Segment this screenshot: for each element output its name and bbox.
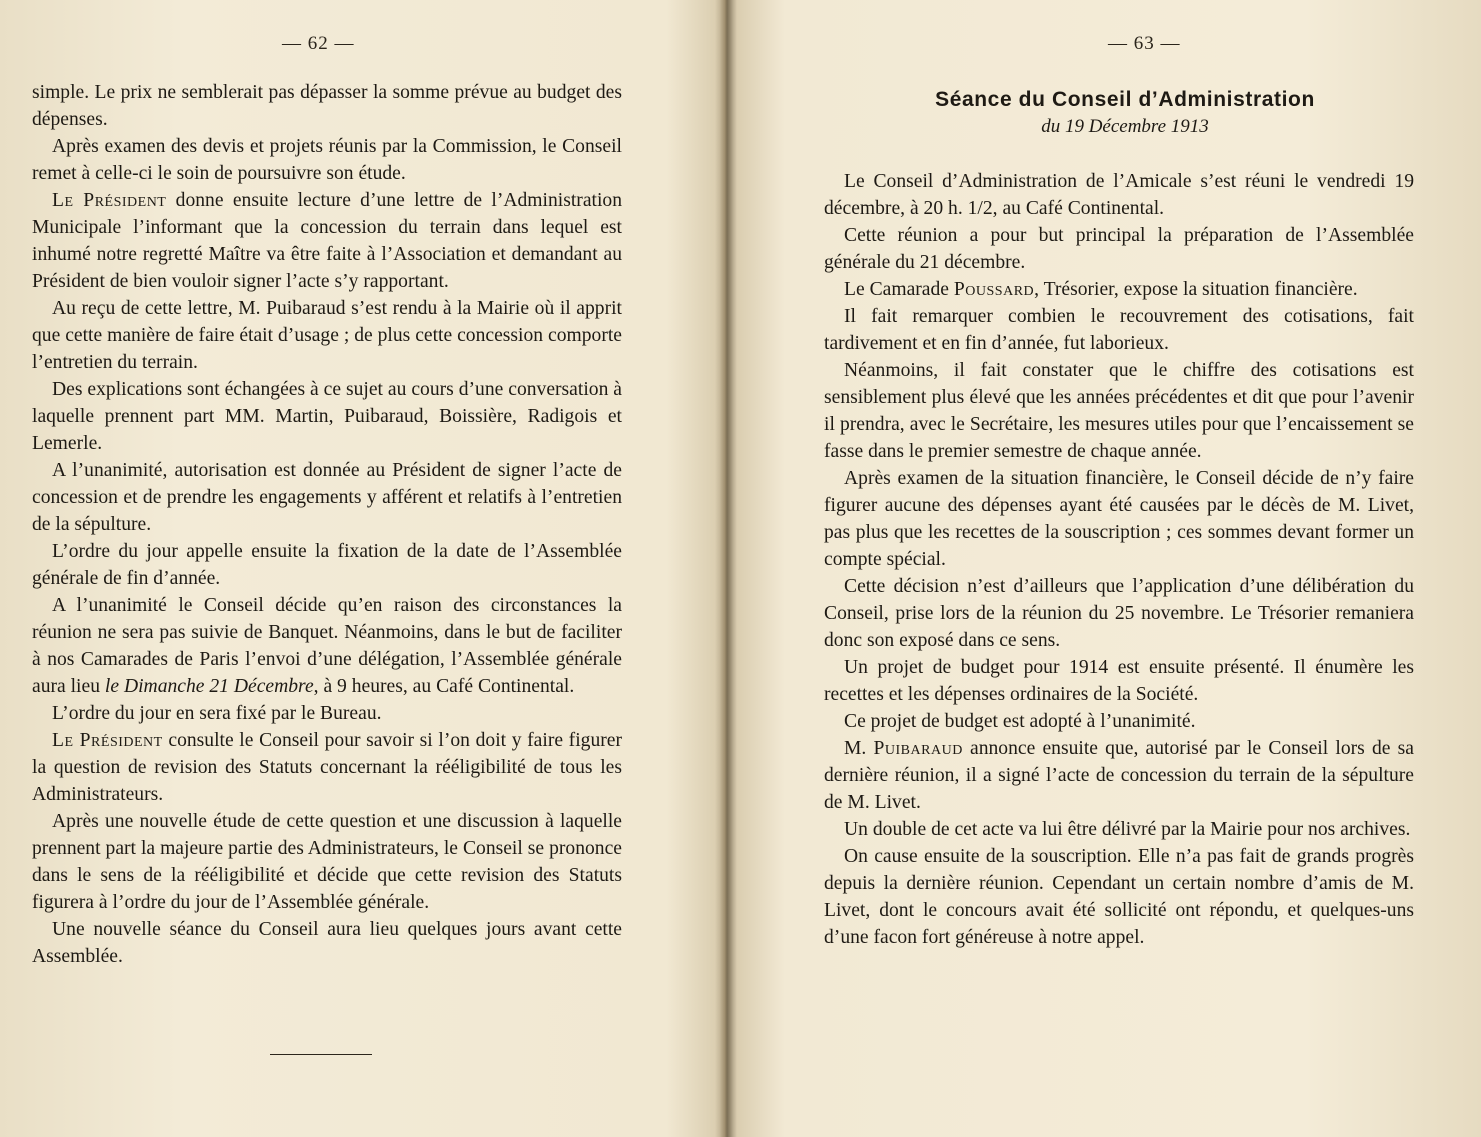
paragraph bbox=[824, 816, 1414, 843]
text-run: M. bbox=[844, 738, 874, 759]
paragraph bbox=[824, 168, 1414, 222]
paragraph bbox=[824, 276, 1414, 303]
text-run: consulte le Conseil pour savoir si l’on doit y faire figurer la question de revision des Statuts concernant la rééligibilité de tous les Administrateurs. bbox=[32, 730, 622, 805]
text-run: Ce projet de budget est adopté à l’unanimité. bbox=[844, 711, 1196, 732]
paragraph bbox=[32, 457, 622, 538]
paragraph bbox=[32, 727, 622, 808]
paragraph bbox=[824, 654, 1414, 708]
paragraph bbox=[32, 295, 622, 376]
text-run: Après examen des devis et projets réunis par la Commission, le Conseil remet à celle-ci le soin de poursuivre son étude. bbox=[32, 136, 622, 184]
right-page bbox=[735, 0, 1481, 1137]
right-page-body bbox=[824, 168, 1414, 951]
text-run: Le Président bbox=[52, 730, 163, 751]
text-run: , à 9 heures, au Café Continental. bbox=[313, 676, 575, 697]
paragraph bbox=[32, 538, 622, 592]
page-number: — 62 — bbox=[282, 33, 355, 54]
paragraph bbox=[32, 133, 622, 187]
text-run: Le Camarade bbox=[844, 279, 954, 300]
paragraph bbox=[32, 592, 622, 700]
paragraph bbox=[32, 376, 622, 457]
paragraph bbox=[824, 708, 1414, 735]
text-run: simple. Le prix ne semblerait pas dépasser la somme prévue au budget des dépenses. bbox=[32, 82, 622, 130]
text-run: Néanmoins, il fait constater que le chiffre des cotisations est sensiblement plus élevé que les années précédentes et dit que pour l’avenir il prendra, avec le Secrétaire, les mesures utiles pour que l’encaissement se fasse dans le premier semestre de chaque année. bbox=[824, 360, 1414, 462]
paragraph bbox=[32, 700, 622, 727]
page-number: — 63 — bbox=[1108, 33, 1181, 54]
section-heading bbox=[855, 88, 1395, 138]
paragraph bbox=[32, 808, 622, 916]
text-run: Le Président bbox=[52, 190, 167, 211]
text-run: Le Conseil d’Administration de l’Amicale s’est réuni le vendredi 19 décembre, à 20 h. 1/2, au Café Continental. bbox=[824, 171, 1414, 219]
text-run: Cette réunion a pour but principal la préparation de l’Assemblée générale du 21 décembre. bbox=[824, 225, 1414, 273]
end-rule bbox=[270, 1054, 372, 1055]
text-run: Un projet de budget pour 1914 est ensuite présenté. Il énumère les recettes et les dépenses ordinaires de la Société. bbox=[824, 657, 1414, 705]
text-run: A l’unanimité le Conseil décide qu’en raison des circonstances la réunion ne sera pas suivie de Banquet. Néanmoins, dans le but de faciliter à nos Camarades de Paris l’envoi d’une délégation, l’Assemblée générale aura lieu bbox=[32, 595, 622, 697]
paragraph bbox=[824, 357, 1414, 465]
paragraph bbox=[824, 303, 1414, 357]
text-run: A l’unanimité, autorisation est donnée au Président de signer l’acte de concession et de prendre les engagements y afférent et relatifs à l’entretien de la sépulture. bbox=[32, 460, 622, 535]
text-run: donne ensuite lecture d’une lettre de l’Administration Municipale l’informant que la concession du terrain dans lequel est inhumé notre regretté Maître va être faite à l’Association et demandant au Président de bien vouloir signer l’acte s’y rapportant. bbox=[32, 190, 622, 292]
text-run: Après examen de la situation financière, le Conseil décide de n’y faire figurer aucune des dépenses ayant été causées par le décès de M. Livet, pas plus que les recettes de la souscription ; ces sommes devant former un compte spécial. bbox=[824, 468, 1414, 570]
paragraph bbox=[32, 187, 622, 295]
paragraph bbox=[824, 735, 1414, 816]
text-run: L’ordre du jour en sera fixé par le Bureau. bbox=[52, 703, 382, 724]
left-page-body bbox=[32, 79, 622, 970]
text-run: Un double de cet acte va lui être délivré par la Mairie pour nos archives. bbox=[844, 819, 1411, 840]
text-run: annonce ensuite que, autorisé par le Conseil lors de sa dernière réunion, il a signé l’acte de concession du terrain de la sépulture de M. Livet. bbox=[824, 738, 1414, 813]
paragraph bbox=[824, 843, 1414, 951]
paragraph bbox=[824, 573, 1414, 654]
paragraph bbox=[824, 465, 1414, 573]
paragraph bbox=[32, 79, 622, 133]
paragraph bbox=[32, 916, 622, 970]
section-title: Séance du Conseil d’Administration bbox=[935, 88, 1315, 111]
text-run: Au reçu de cette lettre, M. Puibaraud s’est rendu à la Mairie où il apprit que cette manière de faire était d’usage ; de plus cette concession comporte l’entretien du terrain. bbox=[32, 298, 622, 373]
text-run: L’ordre du jour appelle ensuite la fixation de la date de l’Assemblée générale de fin d’année. bbox=[32, 541, 622, 589]
text-run: le Dimanche 21 Décembre bbox=[104, 676, 314, 697]
text-run: Après une nouvelle étude de cette question et une discussion à laquelle prennent part la majeure partie des Administrateurs, le Conseil se prononce dans le sens de la rééligibilité et décide que cette revision des Statuts figurera à l’ordre du jour de l’Assemblée générale. bbox=[32, 811, 622, 913]
left-page bbox=[0, 0, 725, 1137]
text-run: Des explications sont échangées à ce sujet au cours d’une conversation à laquelle prennent part MM. Martin, Puibaraud, Boissière, Radigois et Lemerle. bbox=[32, 379, 622, 454]
text-run: Cette décision n’est d’ailleurs que l’application d’une délibération du Conseil, prise lors de la réunion du 25 novembre. Le Trésorier remaniera donc son exposé dans ce sens. bbox=[824, 576, 1414, 651]
section-date: du 19 Décembre 1913 bbox=[1041, 116, 1209, 137]
text-run: Une nouvelle séance du Conseil aura lieu quelques jours avant cette Assemblée. bbox=[32, 919, 622, 967]
text-run: Puibaraud bbox=[873, 738, 963, 759]
text-run: Poussard bbox=[953, 279, 1035, 300]
paragraph bbox=[824, 222, 1414, 276]
text-run: On cause ensuite de la souscription. Elle n’a pas fait de grands progrès depuis la dernière réunion. Cependant un certain nombre d’amis de M. Livet, dont le concours avait été sollicité ont répondu, et quelques-uns d’une facon fort généreuse à notre appel. bbox=[824, 846, 1414, 948]
text-run: Il fait remarquer combien le recouvrement des cotisations, fait tardivement et en fin d’année, fut laborieux. bbox=[824, 306, 1414, 354]
text-run: , Trésorier, expose la situation financière. bbox=[1034, 279, 1358, 300]
